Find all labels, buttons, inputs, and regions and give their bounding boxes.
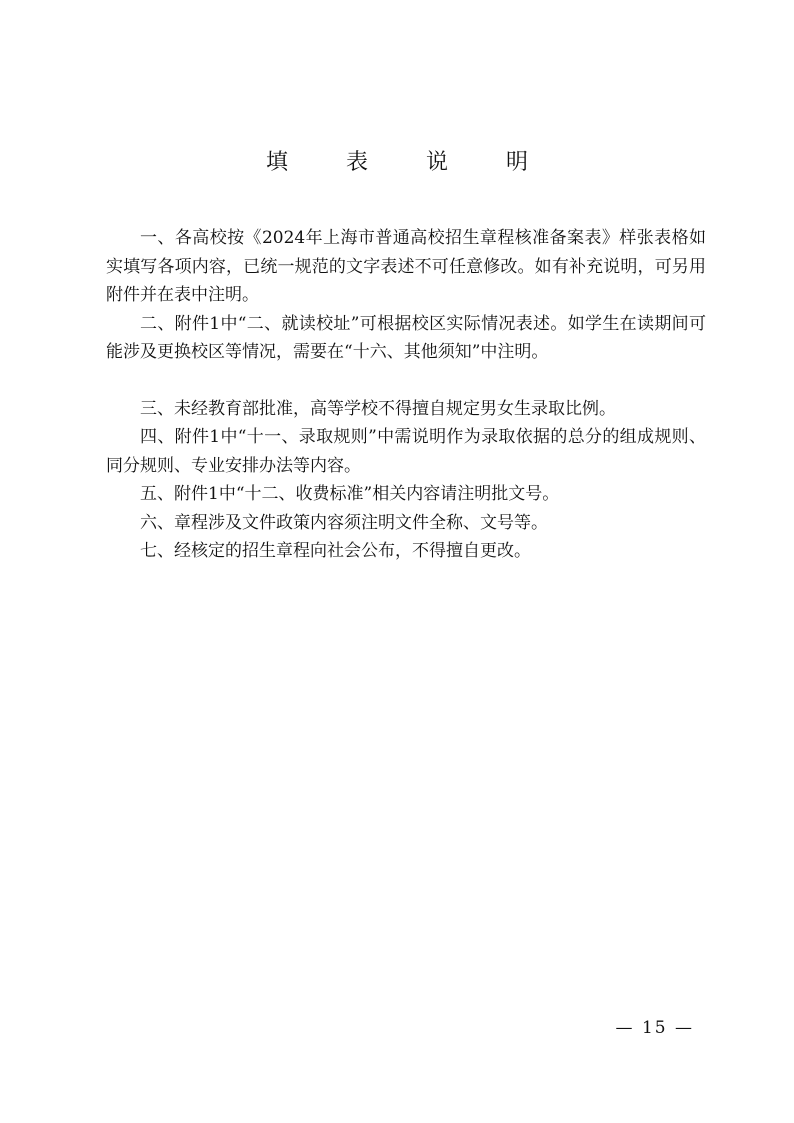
instructions-body [106,224,706,566]
page-number: — 15 — [615,1018,694,1038]
paragraph-1: 一、各高校按《2024年上海市普通高校招生章程核准备案表》样张表格如实填写各项内容，已统一规范的文字表述不可任意修改。如有补充说明，可另用附件并在表中注明。 [106,228,706,305]
paragraph-2: 二、附件1中“二、就读校址”可根据校区实际情况表述。如学生在读期间可能涉及更换校区等情况，需要在“十六、其他须知”中注明。 [106,313,706,362]
paragraph-spacer [106,367,706,395]
paragraph-7: 七、经核定的招生章程向社会公布，不得擅自更改。 [140,541,531,561]
paragraph-4: 四、附件1中“十一、录取规则”中需说明作为录取依据的总分的组成规则、同分规则、专业安排办法等内容。 [106,427,706,476]
page-title: 填 表 说 明 [265,150,546,175]
paragraph-6: 六、章程涉及文件政策内容须注明文件全称、文号等。 [140,512,548,533]
paragraph-3: 三、未经教育部批准，高等学校不得擅自规定男女生录取比例。 [140,398,616,419]
paragraph-5: 五、附件1中“十二、收费标准”相关内容请注明批文号。 [140,484,560,504]
